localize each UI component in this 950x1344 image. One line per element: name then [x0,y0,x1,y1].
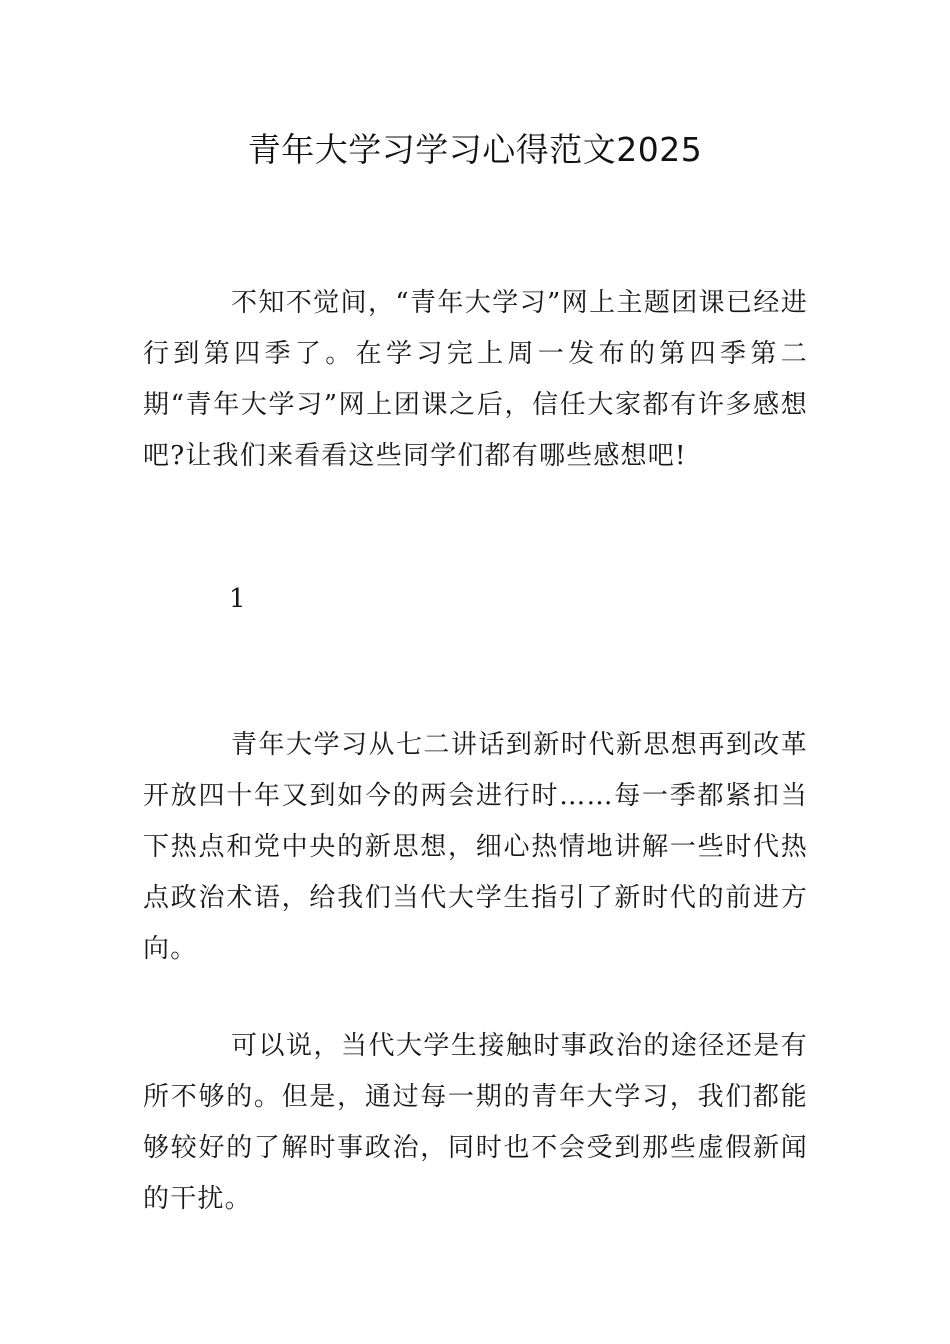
intro-paragraph: 不知不觉间，“青年大学习”网上主题团课已经进行到第四季了。在学习完上周一发布的第四季第二期“青年大学习”网上团课之后，信任大家都有许多感想吧?让我们来看看这些同学们都有哪些感想吧! [143,288,808,471]
document-title: 青年大学习学习心得范文2025 [247,130,703,169]
body-paragraph: 青年大学习从七二讲话到新时代新思想再到改革开放四十年又到如今的两会进行时……每一季都紧扣当下热点和党中央的新思想，细心热情地讲解一些时代热点政治术语，给我们当代大学生指引了新时代的前进方向。 [143,730,808,964]
section-number: 1 [229,584,246,614]
body-paragraph: 可以说，当代大学生接触时事政治的途径还是有所不够的。但是，通过每一期的青年大学习，我们都能够较好的了解时事政治，同时也不会受到那些虚假新闻的干扰。 [143,1031,808,1214]
